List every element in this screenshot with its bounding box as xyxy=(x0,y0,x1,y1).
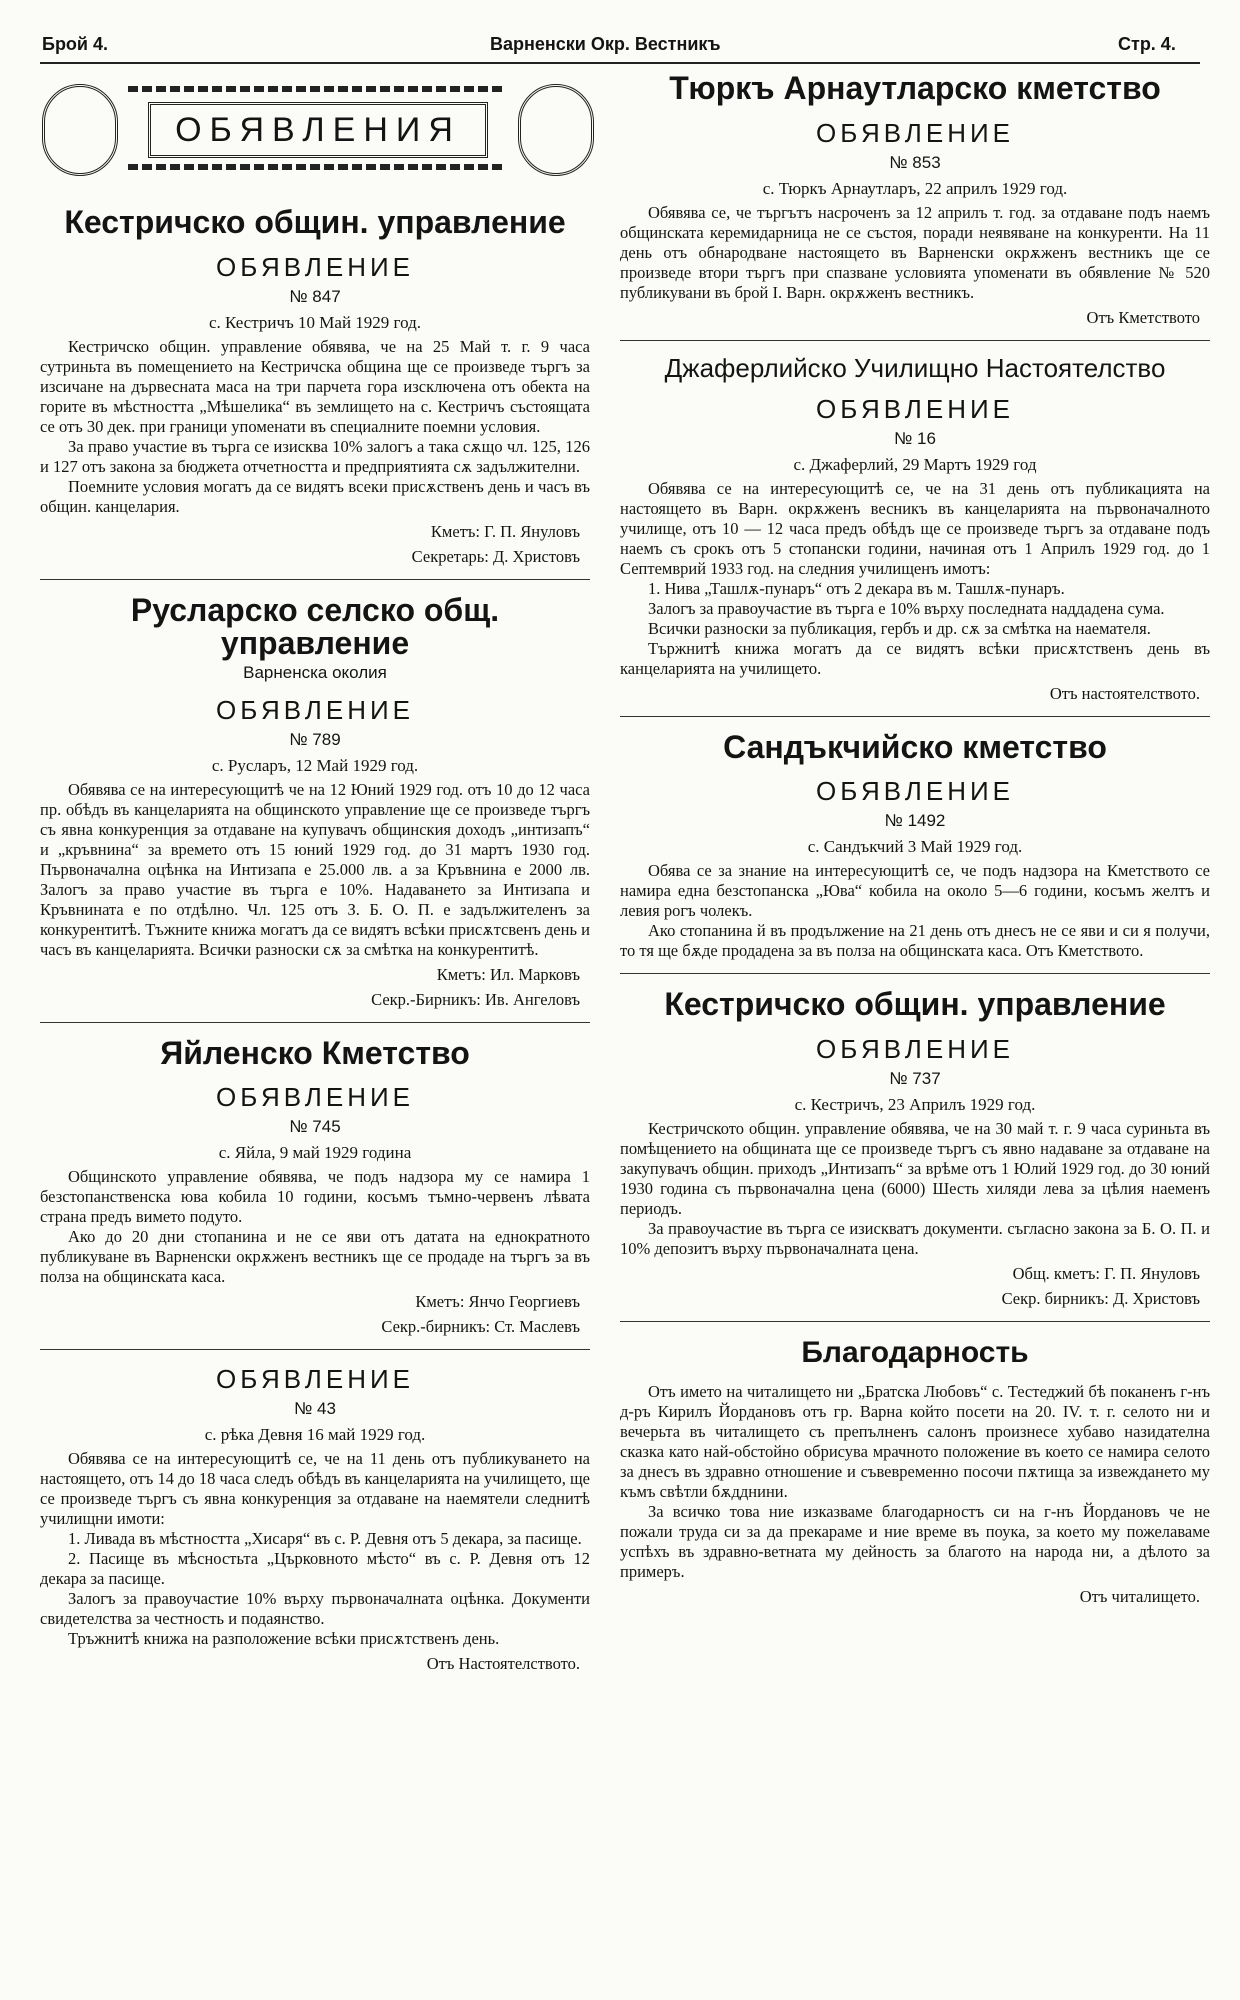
signature: Отъ настоятелството. xyxy=(1049,683,1200,703)
newspaper-name: Варненски Окр. Вестникъ xyxy=(490,34,721,54)
paragraph: Поемните условия могатъ да се видятъ всеки присѫственъ день и часъ въ общин. канцелария. xyxy=(40,476,590,516)
paragraph: 2. Пасище въ мѣсностьта „Църковното мѣсто“ въ с. Р. Девня отъ 12 декара за пасище. xyxy=(40,1549,590,1589)
office-name: Кестричско общин. управление xyxy=(64,204,566,240)
gratitude-heading: Благодарность xyxy=(801,1336,1029,1370)
announcement-turk-arnautlar-853 xyxy=(620,72,1210,341)
announcement-kestrich-847 xyxy=(40,206,590,580)
office-name: Кестричско общин. управление xyxy=(664,986,1166,1023)
announcement-title: ОБЯВЛЕНИЕ xyxy=(815,776,1015,807)
announcement-kestrich-737 xyxy=(620,988,1210,1322)
paragraph: Тържнитѣ книжа могатъ да се видятъ всѣки присѫтственъ день въ канцеларията на училището. xyxy=(620,638,1210,678)
signature: Отъ читалището. xyxy=(1079,1587,1200,1607)
signature: Общ. кметъ: Г. П. Януловъ xyxy=(1012,1264,1200,1284)
left-column xyxy=(40,72,590,1684)
announcement-number: № 853 xyxy=(889,152,941,172)
paragraph: Обява се за знание на интересующитѣ се, че подъ надзора на Кметството се намира една безстопанска „Юва“ кобила на около 5—6 години, косъмъ желтъ и левия рогъ чолекъ. xyxy=(620,861,1210,921)
paragraph: Залогъ за правоучастие 10% върху първоначалната оцѣнка. Документи свидетелства за честность и подаянство. xyxy=(40,1589,590,1629)
paragraph: Обявява се на интересующитѣ че на 12 Юний 1929 год. отъ 10 до 12 часа пр. обѣдъ въ канцеларията на общинското управление ще се произведе търгъ съ явна конкуренция за отдаване на купувачъ общинския доходъ „интизапъ“ и „кръвнина“ за времето отъ 15 юний 1929 год. до 31 мартъ 1930 год. Първоначална оцѣнка на Интизапа е 25.000 лв. а за Кръвнина е 2000 лв. Залогъ за право участие въ търга е 10%. Надаването за Интизапа и Кръвнината е по отдѣлно. Чл. 125 отъ З. Б. О. П. е задължителенъ за конкурентитѣ. Тъжните книжа могатъ да се видятъ всѣки присѫтсвенъ день и часъ въ канцеларията. Всички разноски сѫ за смѣтка на конкурентитѣ. xyxy=(40,779,590,959)
signature: Секретарь: Д. Христовъ xyxy=(411,546,580,566)
announcement-title: ОБЯВЛЕНИЕ xyxy=(215,694,415,725)
signature: Кметъ: Г. П. Януловъ xyxy=(430,521,580,541)
announcement-body xyxy=(40,337,590,517)
banner-label: ОБЯВЛЕНИЯ xyxy=(148,102,488,158)
announcement-number: № 737 xyxy=(889,1069,941,1089)
paragraph: Залогъ за правоучастие въ търга е 10% върху последната наддадена сума. xyxy=(648,598,1165,618)
announcement-body xyxy=(620,203,1210,303)
announcement-date: с. Тюркъ Арнаутларъ, 22 априлъ 1929 год. xyxy=(762,178,1068,198)
announcements-banner xyxy=(40,72,590,196)
paragraph: Кестричското общин. управление обявява, че на 30 май т. г. 9 часа суриньта въ помѣщението на общината ще се произведе търгъ съ явно надаване за отдаване на закупувачъ общин. приходъ „Интизапъ“ за врѣме отъ 1 Юлий 1929 год. до 30 юний 1930 година съ първоначална цена (6000) Шесть хиляди лева за цѣлия наеменъ периодъ. xyxy=(620,1119,1210,1219)
announcement-title: ОБЯВЛЕНИЕ xyxy=(815,117,1015,148)
paragraph: За всичко това ние изказваме благодарностъ си на г-нъ Йордановъ че не пожали труда си за да прекараме и ние време въ поука, за което му пожелаваме успѣхъ въ здравно-ветната му дейность за благото на народа ни, а дѣлото за примеръ. xyxy=(620,1502,1210,1582)
gratitude-notice xyxy=(620,1336,1210,1607)
page-header xyxy=(0,0,1240,66)
announcement-date: с. Джаферлий, 29 Мартъ 1929 год xyxy=(793,454,1037,474)
announcement-body xyxy=(40,1167,590,1287)
announcement-title: ОБЯВЛЕНИЕ xyxy=(815,1034,1015,1065)
signature: Кметъ: Ил. Марковъ xyxy=(436,964,580,984)
paragraph: Ако стопанина й въ продължение на 21 день отъ днесъ не се яви и си я получи, то тя ще бѫде продадена за въ полза на общинската каса. Отъ Кметството. xyxy=(620,921,1210,961)
announcement-ruslar-789 xyxy=(40,591,590,1023)
office-name: Сандъкчийско кметство xyxy=(723,728,1107,765)
header-rule xyxy=(40,62,1200,64)
office-name: Яйленско Кметство xyxy=(160,1034,470,1071)
banner-bar-top xyxy=(128,86,502,92)
announcement-body xyxy=(620,1119,1210,1259)
paragraph: Обявява се на интересующитѣ се, че на 31 день отъ публикацията на настоящето въ Варн. окрѫженъ весникъ въ канцеларията на първоначалното училище, отъ 10 — 12 часа предъ обѣдъ ще се произведе търгъ за отдаване подъ наемъ съ срокъ отъ 5 стопански години, начиная отъ 1 Априлъ 1929 год. до 1 Септемврий 1933 год. на следния училищенъ имотъ: xyxy=(620,478,1210,578)
announcement-djaferli-16 xyxy=(620,352,1210,717)
announcement-date: с. Сандъкчий 3 Май 1929 год. xyxy=(807,837,1023,857)
signature: Отъ Кметството xyxy=(1086,307,1200,327)
office-name: Тюркъ Арнаутларско кметство xyxy=(669,70,1161,106)
announcement-number: № 745 xyxy=(289,1117,341,1137)
ornament-right xyxy=(518,84,594,176)
announcement-yaila-745 xyxy=(40,1034,590,1351)
announcement-date: с. Яйла, 9 май 1929 година xyxy=(218,1143,412,1163)
announcement-body xyxy=(40,1449,590,1649)
issue-number: Брой 4. xyxy=(42,34,109,54)
announcement-number: № 43 xyxy=(294,1399,336,1419)
signature: Секр. бирникъ: Д. Христовъ xyxy=(1001,1289,1200,1309)
paragraph: Всички разноски за публикация, гербъ и др. сѫ за смѣтка на наемателя. xyxy=(648,618,1151,638)
paragraph: 1. Ливада въ мѣстността „Хисаря“ въ с. Р. Девня отъ 5 декара, за пасище. xyxy=(68,1529,582,1549)
paragraph: Общинското управление обявява, че подъ надзора му се намира 1 безстопанственска юва кобила 10 години, косъмъ тъмно-червенъ лѣвата страна предъ вимето подуто. xyxy=(40,1167,590,1227)
gratitude-body xyxy=(620,1382,1210,1582)
announcement-body xyxy=(40,780,590,960)
paragraph: За правоучастие въ търга се изискватъ документи. съгласно закона за Б. О. П. и 10% депозитъ върху първоначалната цена. xyxy=(620,1219,1210,1259)
announcement-number: № 1492 xyxy=(884,811,946,831)
announcement-date: с. Русларъ, 12 Май 1929 год. xyxy=(211,755,419,775)
announcement-body xyxy=(620,861,1210,961)
ornament-left xyxy=(42,84,118,176)
announcement-date: с. рѣка Девня 16 май 1929 год. xyxy=(204,1425,426,1445)
paragraph: Обявява се на интересующитѣ се, че на 11 день отъ публикуването на настоящето, отъ 14 до 18 часа следъ обѣдъ въ канцеларията на училището, ще се произведе търгъ съ явна конкуренция за отдаване на наемятели следнитѣ училищни имоти: xyxy=(40,1449,590,1529)
paragraph: Отъ името на читалището ни „Братска Любовъ“ с. Тестеджий бѣ поканенъ г-нъ д-ръ Кирилъ Йордановъ отъ гр. Варна който посети на 20. IV. т. г. селото ни и вечерьта въ читалището съ препълненъ салонъ произнесе хубаво назидателна сказка като най-обстойно обрисува мрачното положение въ което се намира селото за днесъ въ здравно отношение и съвевременно посочи пѫтища за извеждането му къмъ свѣтли бѫдднини. xyxy=(620,1382,1210,1502)
paragraph: За право участие въ търга се изисква 10% залогъ а така сѫщо чл. 125, 126 и 127 отъ закона за бюджета отчетността и предприятията сѫ задължителни. xyxy=(40,436,590,476)
announcement-date: с. Кестричъ, 23 Априлъ 1929 год. xyxy=(794,1095,1036,1115)
paragraph: Ако до 20 дни стопанина и не се яви отъ датата на еднократното публикуване въ Варненски окрѫженъ вестникъ ще се продаде на търгъ за въ полза на общинската каса. xyxy=(40,1227,590,1287)
announcement-devnya-43 xyxy=(40,1364,590,1674)
page-number: Стр. 4. xyxy=(1118,34,1176,54)
office-subtitle: Варненска околия xyxy=(243,662,387,682)
announcement-sandakchi-1492 xyxy=(620,728,1210,975)
office-name: Джаферлийско Училищно Настоятелство xyxy=(664,352,1166,383)
signature: Секр.-бирникъ: Ст. Маслевъ xyxy=(381,1317,580,1337)
paragraph: Кестричско общин. управление обявява, че на 25 Май т. г. 9 часа сутриньта въ помещението на Кестричска община ще се произведе търгъ за изсичане на дървесната маса на три парчета гора изсключена отъ обекта на горите въ мѣстността „Мѣшелика“ въ землището на с. Кестричъ състоящата се отъ 30 дек. при граници упоменати въ специалните поемни условия. xyxy=(40,336,590,436)
paragraph: Обявява се, че търгътъ насроченъ за 12 априлъ т. год. за отдаване подъ наемъ общинската керемидарница не се състоя, поради неявяване на конкуренти. На 11 день отъ обнародване настоящето въ Варненски окрѫженъ вестникъ ще се произведе втори търгъ при спазване условията упоменати въ обявление № 520 публикувани въ брой I. Варн. окрѫженъ вестникъ. xyxy=(620,202,1210,302)
signature: Секр.-Бирникъ: Ив. Ангеловъ xyxy=(371,989,580,1009)
paragraph: 1. Нива „Ташлѫ-пунаръ“ отъ 2 декара въ м. Ташлѫ-пунаръ. xyxy=(648,578,1065,598)
announcement-number: № 789 xyxy=(289,729,341,749)
announcement-number: № 847 xyxy=(289,286,341,306)
signature: Отъ Настоятелството. xyxy=(426,1654,580,1674)
announcement-title: ОБЯВЛЕНИЕ xyxy=(215,251,415,282)
signature: Кметъ: Янчо Георгиевъ xyxy=(415,1292,580,1312)
paragraph: Тръжнитѣ книжа на разположение всѣки присѫтственъ день. xyxy=(68,1629,500,1649)
announcement-title: ОБЯВЛЕНИЕ xyxy=(215,1082,415,1113)
announcement-body xyxy=(620,479,1210,679)
right-column xyxy=(620,72,1210,1617)
announcement-title: ОБЯВЛЕНИЕ xyxy=(815,393,1015,424)
announcement-number: № 16 xyxy=(894,428,936,448)
announcement-date: с. Кестричъ 10 Май 1929 год. xyxy=(208,312,422,332)
banner-bar-bottom xyxy=(128,164,502,170)
office-name: Русларско селско общ. управление xyxy=(130,591,500,662)
announcement-title: ОБЯВЛЕНИЕ xyxy=(215,1364,415,1395)
